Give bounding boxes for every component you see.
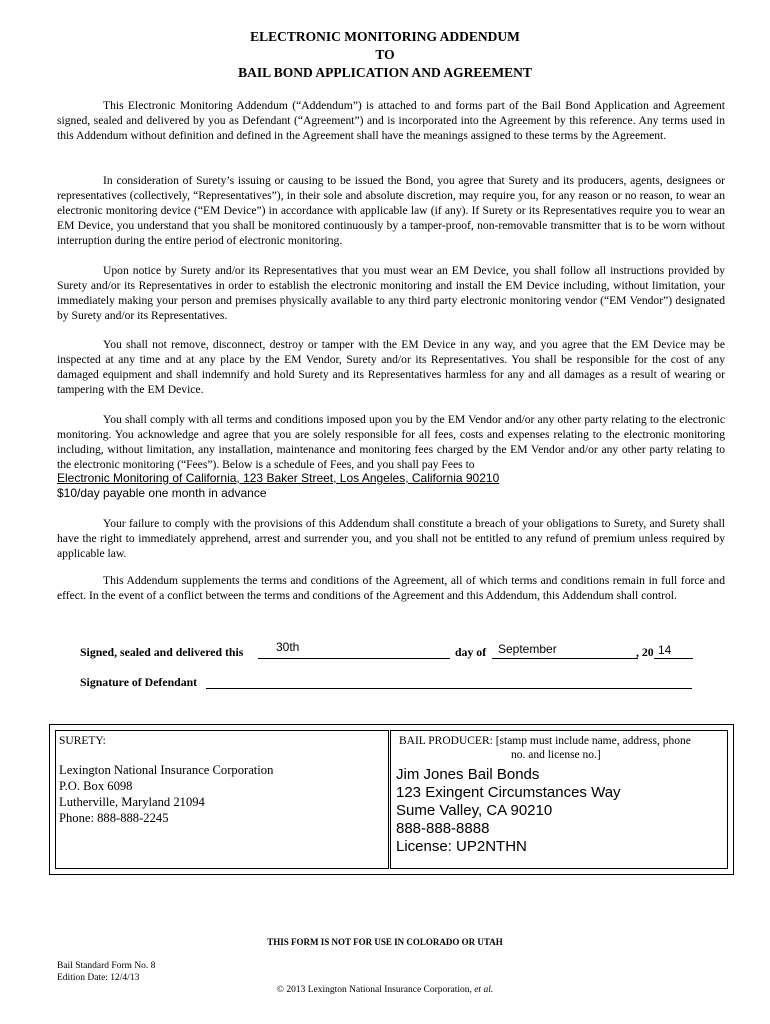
year-field[interactable]: 14 [658,643,672,657]
surety-phone: Phone: 888-888-2245 [59,811,169,825]
paragraph-breach: Your failure to comply with the provisions of this Addendum shall constitute a breach of your obligations to Surety, and Surety shall have the right to immediately apprehend, arrest and surrender you, and you shall not be entitled to any refund of premium unless required by applicable law. [57,517,725,561]
copyright-text: © 2013 Lexington National Insurance Corporation, [276,985,475,995]
producer-license[interactable]: License: UP2NTHN [396,838,527,855]
fee-vendor-field[interactable]: Electronic Monitoring of California, 123 Baker Street, Los Angeles, California 90210 [57,471,500,485]
paragraph-notice: Upon notice by Surety and/or its Representatives that you must wear an EM Device, you shall follow all instructions provided by Surety and/or its Representatives in order to establish the electronic monitoring and install the EM Device including, without limitation, your immediately making your person and premises physically available to any third party electronic monitoring vendor (“EM Vendor”) designated by Surety and/or its Representatives. [57,264,725,323]
paragraph-fees: You shall comply with all terms and conditions imposed upon you by the EM Vendor and/or any other party relating to the electronic monitoring. You acknowledge and agree that you are solely responsible for all fees, costs and expenses relating to the electronic monitoring including, without limitation, any installation, maintenance and monitoring fees charged by the EM Vendor and/or any other party relating to the electronic monitoring (“Fees”). Below is a schedule of Fees, and you shall pay Fees to [57,413,725,472]
producer-label: BAIL PRODUCER: [stamp must include name, address, phone [399,735,691,747]
surety-address-1: P.O. Box 6098 [59,779,133,793]
title-line-3: BAIL BOND APPLICATION AND AGREEMENT [238,65,532,80]
surety-address-2: Lutherville, Maryland 21094 [59,795,205,809]
paragraph-supplement: This Addendum supplements the terms and conditions of the Agreement, all of which terms and conditions remain in full force and effect. In the event of a conflict between the terms and conditions of the Agreement and this Addendum, this Addendum shall control. [57,574,725,603]
paragraph-tamper: You shall not remove, disconnect, destroy or tamper with the EM Device in any way, and you agree that the EM Device may be inspected at any time and at any place by the EM Vendor, Surety and/or its Representatives. You shall be responsible for the cost of any damaged equipment and shall indemnify and hold Surety and its Representatives harmless for any and all damages as a result of wearing or tampering with the EM Device. [57,338,725,397]
producer-street[interactable]: 123 Exingent Circumstances Way [396,784,621,801]
form-number: Bail Standard Form No. 8 [57,961,156,971]
surety-label: SURETY: [59,735,106,747]
day-field[interactable]: 30th [276,640,300,654]
year-prefix: , 20 [636,645,654,659]
title-line-1: ELECTRONIC MONITORING ADDENDUM [250,29,520,44]
day-line [258,658,450,659]
producer-label-2: no. and license no.] [511,749,601,761]
signature-label: Signature of Defendant [80,675,198,689]
surety-name: Lexington National Insurance Corporation [59,763,274,777]
year-line [654,658,693,659]
day-of-label: day of [455,645,487,659]
producer-phone[interactable]: 888-888-8888 [396,820,490,837]
copyright [0,985,770,995]
fee-schedule-field[interactable]: $10/day payable one month in advance [57,486,267,500]
paragraph-intro: This Electronic Monitoring Addendum (“Addendum”) is attached to and forms part of the Bail Bond Application and Agreement signed, sealed and delivered by you as Defendant (“Agreement”) and is incorporated into the Agreement by this reference. Any terms used in this Addendum without definition and defined in the Agreement shall have the meanings assigned to these terms by the Agreement. [57,99,725,143]
producer-name[interactable]: Jim Jones Bail Bonds [396,766,540,783]
month-field[interactable]: September [498,642,557,656]
edition-date: Edition Date: 12/4/13 [57,973,140,983]
producer-city[interactable]: Sume Valley, CA 90210 [396,802,553,819]
signature-line[interactable] [206,688,692,689]
copyright-etal: et al. [474,985,494,995]
signed-label: Signed, sealed and delivered this [80,645,244,659]
state-restriction-notice: THIS FORM IS NOT FOR USE IN COLORADO OR UTAH [267,937,503,947]
month-line [492,658,638,659]
paragraph-consideration: In consideration of Surety’s issuing or causing to be issued the Bond, you agree that Surety and its producers, agents, designees or representatives (collectively, “Representatives”), in their sole and absolute discretion, may require you, for any reason or no reason, to wear an electronic monitoring device (“EM Device”) in accordance with applicable law (if any). If Surety or its Representatives require you to wear an EM Device, you understand that you shall be monitored continuously by a tamper-proof, non-removable transmitter that is to be worn without interruption during the entire period of electronic monitoring. [57,174,725,248]
title-line-2: TO [375,47,395,62]
